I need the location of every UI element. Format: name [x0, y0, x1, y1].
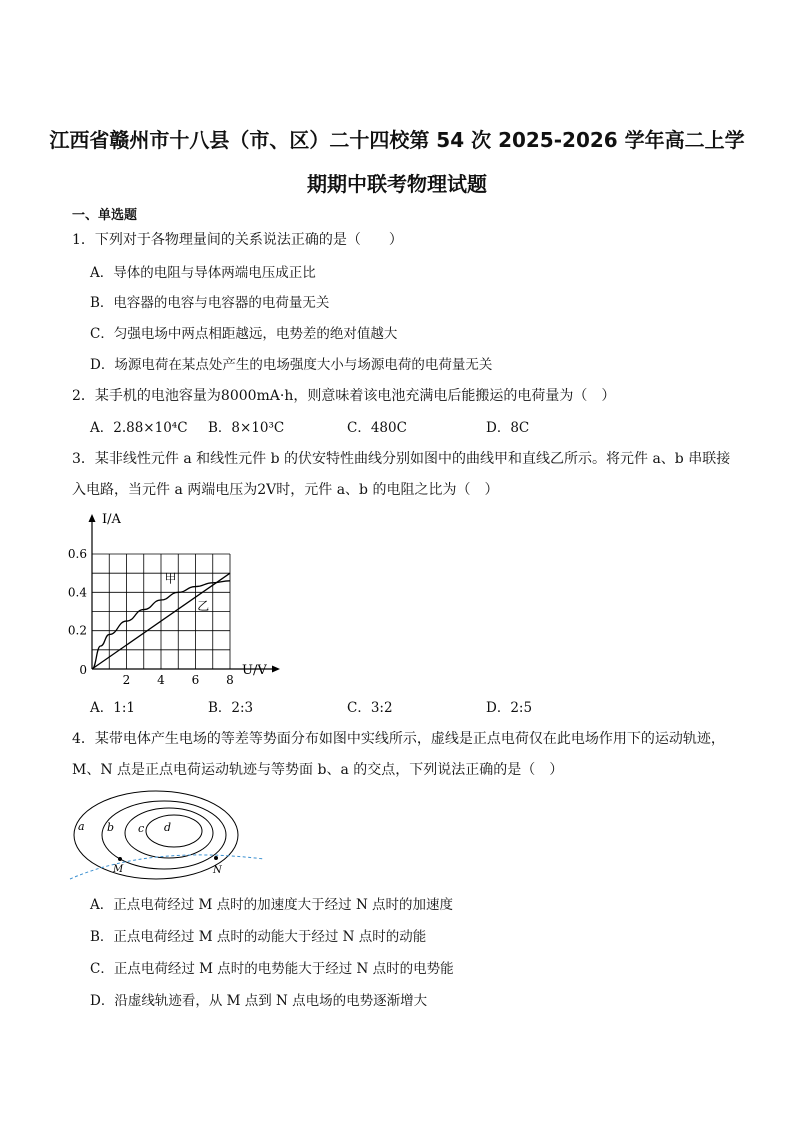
- x-tick-label: 2: [122, 673, 131, 687]
- q1-option-d: D．场源电荷在某点处产生的电场强度大小与场源电荷的电荷量无关: [90, 357, 493, 373]
- x-tick-label: 6: [191, 673, 200, 687]
- q4-option-a: A．正点电荷经过 M 点时的加速度大于经过 N 点时的加速度: [90, 897, 454, 913]
- label-c: c: [138, 822, 145, 835]
- y-axis-label: I/A: [102, 512, 121, 527]
- q4-option-b: B．正点电荷经过 M 点时的动能大于经过 N 点时的动能: [90, 929, 427, 945]
- y-tick-label: 0.6: [67, 547, 87, 561]
- y-tick-label: 0.2: [67, 623, 87, 638]
- q1-option-c: C．匀强电场中两点相距越远，电势差的绝对值越大: [90, 326, 398, 342]
- q3-option-c: C．3:2: [347, 700, 393, 716]
- label-n: N: [213, 865, 222, 876]
- x-tick-label: 4: [157, 673, 165, 687]
- label-d: d: [164, 821, 172, 834]
- origin-label: 0: [79, 663, 87, 677]
- q2-option-d: D．8C: [486, 420, 530, 436]
- q3-stem-line-1: 3．某非线性元件 a 和线性元件 b 的伏安特性曲线分别如图中的曲线甲和直线乙所示。将元件 a、b 串联接: [72, 451, 731, 467]
- series-label-jia: 甲: [164, 571, 177, 586]
- q4-stem-line-1: 4．某带电体产生电场的等差等势面分布如图中实线所示，虚线是正点电荷仅在此电场作用下的运动轨迹，: [72, 731, 725, 747]
- series-label-yi: 乙: [197, 598, 210, 613]
- section-heading: 一、单选题: [72, 208, 138, 223]
- title-line-2: 期期中联考物理试题: [307, 172, 487, 196]
- q2-option-c: C．480C: [347, 420, 407, 436]
- x-axis-label: U/V: [242, 663, 267, 678]
- q2-stem: 2．某手机的电池容量为8000mA·h，则意味着该电池充满电后能搬运的电荷量为（ ）: [72, 388, 616, 404]
- q1-option-b: B．电容器的电容与电容器的电荷量无关: [90, 295, 330, 311]
- chart-axes: [89, 514, 281, 673]
- q2-option-b: B．8×10³C: [208, 420, 285, 436]
- q4-option-d: D．沿虚线轨迹看，从 M 点到 N 点电场的电势逐渐增大: [90, 993, 428, 1009]
- q4-option-c: C．正点电荷经过 M 点时的电势能大于经过 N 点时的电势能: [90, 961, 454, 977]
- chart-grid: [92, 554, 230, 669]
- q2-option-a: A．2.88×10⁴C: [90, 420, 188, 436]
- q3-option-d: D．2:5: [486, 700, 533, 716]
- equipotential-figure: [68, 783, 268, 883]
- label-m: M: [113, 864, 124, 875]
- title-line-1: 江西省赣州市十八县（市、区）二十四校第 54 次 2025-2026 学年高二上学: [49, 128, 745, 152]
- iv-chart: [66, 507, 286, 687]
- point-m: [118, 857, 122, 861]
- q3-stem-line-2: 入电路，当元件 a 两端电压为2V时，元件 a、b 的电阻之比为（ ）: [72, 482, 499, 498]
- label-a: a: [78, 820, 85, 833]
- q1-stem: 1．下列对于各物理量间的关系说法正确的是（ ）: [72, 232, 403, 248]
- y-tick-label: 0.4: [67, 585, 87, 600]
- chart-ticks: [68, 547, 234, 687]
- q4-stem-line-2: M、N 点是正点电荷运动轨迹与等势面 b、a 的交点，下列说法正确的是（ ）: [72, 762, 564, 778]
- q1-option-a: A．导体的电阻与导体两端电压成正比: [90, 265, 316, 281]
- q3-option-a: A．1:1: [90, 700, 135, 716]
- q3-option-b: B．2:3: [208, 700, 254, 716]
- x-tick-label: 8: [226, 673, 234, 687]
- point-n: [214, 856, 218, 860]
- equipotential-d: [146, 815, 202, 847]
- label-b: b: [107, 821, 115, 834]
